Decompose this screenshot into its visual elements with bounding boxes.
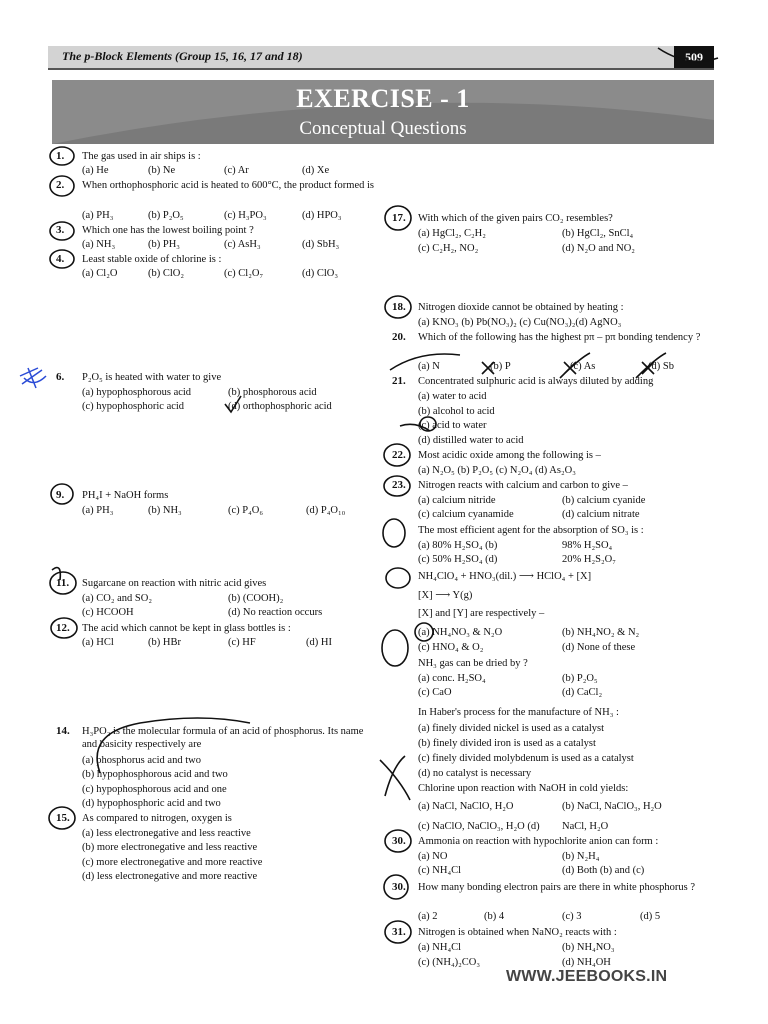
option: (a) NH₄NO₃ & N₂O xyxy=(418,627,503,638)
option: (b) P₂O₅ xyxy=(562,673,598,684)
question-number: 21. xyxy=(392,375,406,387)
option: (c) Cl₂O₇ xyxy=(224,268,264,279)
question-text: Concentrated sulphuric acid is always diluted by adding xyxy=(418,376,654,387)
circle-mark xyxy=(386,568,410,588)
option: (c) more electronegative and more reactive xyxy=(82,857,263,868)
option: (b) P₂O₅ xyxy=(148,210,184,221)
option: 20% H₂S₂O₇ xyxy=(562,554,616,565)
option: (a) water to acid xyxy=(418,391,487,402)
watermark: WWW.JEEBOOKS.IN xyxy=(506,968,668,985)
question-number: 3. xyxy=(56,224,65,236)
option: (a) hypophosphorous acid xyxy=(82,387,192,398)
option: (b) hypophosphorous acid and two xyxy=(82,769,228,780)
option: (c) (NH₄)₂CO₃ xyxy=(418,957,481,968)
question-number: 22. xyxy=(392,449,406,461)
option: (a) N₂O₅ (b) P₂O₅ (c) N₂O₄ (d) As₂O₃ xyxy=(418,465,576,476)
option: (d) N₂O and NO₂ xyxy=(562,243,635,254)
option: (d) Sb xyxy=(648,361,674,372)
blue-scribble xyxy=(20,368,46,388)
question-text: Most acidic oxide among the following is – xyxy=(418,450,601,461)
question-text: With which of the given pairs CO₂ resembles? xyxy=(418,213,613,224)
question-number: 30. xyxy=(392,881,406,893)
option: (a) 80% H₂SO₄ (b) xyxy=(418,540,498,551)
option: (b) ClO₂ xyxy=(148,268,185,279)
question-text: How many bonding electron pairs are there in white phosphorus ? xyxy=(418,882,696,893)
option: (a) CO₂ and SO₂ xyxy=(82,593,153,604)
option: (a) NH₃ xyxy=(82,239,116,250)
question-text: Nitrogen dioxide cannot be obtained by heating : xyxy=(418,302,624,313)
option: (a) HgCl₂, C₂H₂ xyxy=(418,228,486,239)
option: (a) calcium nitride xyxy=(418,495,496,506)
question-text: Least stable oxide of chlorine is : xyxy=(82,254,222,265)
option: (c) hypophosphoric acid xyxy=(82,401,185,412)
question-text: Nitrogen is obtained when NaNO₂ reacts with : xyxy=(418,927,617,938)
option: (b) HBr xyxy=(148,637,181,648)
option: (a) He xyxy=(82,165,109,176)
question-text: H₃PO₂ is the molecular formula of an acid of phosphorus. Its name and basicity respectively are xyxy=(82,726,364,750)
option: (c) 50% H₂SO₄ (d) xyxy=(418,554,498,565)
option: (d) SbH₃ xyxy=(302,239,340,250)
question-number: 20. xyxy=(392,331,406,343)
option: (a) finely divided nickel is used as a catalyst xyxy=(418,723,605,734)
question-number: 17. xyxy=(392,212,406,224)
exercise-title: EXERCISE - 1 xyxy=(296,84,470,113)
question-number: 6. xyxy=(56,371,65,383)
option: (a) PH₃ xyxy=(82,210,114,221)
question-number: 12. xyxy=(56,622,70,634)
option: (c) 3 xyxy=(562,911,582,922)
question-number: 15. xyxy=(56,812,70,824)
option: (c) hypophosphorous acid and one xyxy=(82,784,227,795)
option: (a) PH₃ xyxy=(82,505,114,516)
option: (a) NH₄Cl xyxy=(418,942,462,953)
option: (d) P₄O₁₀ xyxy=(306,505,346,516)
question-number: 4. xyxy=(56,253,65,265)
option: (c) acid to water xyxy=(418,420,487,431)
question-number: 14. xyxy=(56,725,70,737)
question-text: The most efficient agent for the absorption of SO₃ is : xyxy=(418,525,644,536)
option: (b) N₂H₄ xyxy=(562,851,600,862)
question-text: Which of the following has the highest pπ – pπ bonding tendency ? xyxy=(418,332,701,343)
question-text: When orthophosphoric acid is heated to 600°C, the product formed is xyxy=(82,180,375,191)
question-text: [X] and [Y] are respectively – xyxy=(418,608,545,619)
question-text: Nitrogen reacts with calcium and carbon to give – xyxy=(418,480,628,491)
exercise-subtitle: Conceptual Questions xyxy=(299,118,467,139)
option: (c) As xyxy=(570,361,596,372)
option: (b) Ne xyxy=(148,165,176,176)
option: (c) AsH₃ xyxy=(224,239,261,250)
option: (d) Both (b) and (c) xyxy=(562,865,645,876)
question-text: The gas used in air ships is : xyxy=(82,151,201,162)
question-text: PH₄I + NaOH forms xyxy=(82,490,169,501)
option: (d) CaCl₂ xyxy=(562,687,603,698)
chapter-title: The p-Block Elements (Group 15, 16, 17 and 18) xyxy=(62,49,303,63)
option: (b) NH₃ xyxy=(148,505,182,516)
circle-mark xyxy=(382,630,408,666)
option: (c) HNO₄ & O₂ xyxy=(418,642,484,653)
option: (d) HPO₃ xyxy=(302,210,342,221)
page-number: 509 xyxy=(674,46,714,68)
question-text: P₂O₅ is heated with water to give xyxy=(82,372,222,383)
page-header xyxy=(48,46,714,70)
option: (c) HCOOH xyxy=(82,607,134,618)
question-text: NH₄ClO₄ + HNO₃(dil.) ⟶ HClO₄ + [X] xyxy=(418,571,592,582)
option: (c) calcium cyanamide xyxy=(418,509,514,520)
option: (b) NH₄NO₂ & N₂ xyxy=(562,627,640,638)
circle-mark xyxy=(383,519,405,547)
question-text: As compared to nitrogen, oxygen is xyxy=(82,813,232,824)
question-number: 1. xyxy=(56,150,65,162)
option: (b) phosphorous acid xyxy=(228,387,317,398)
option: (d) calcium nitrate xyxy=(562,509,640,520)
option: (b) NaCl, NaClO₃, H₂O xyxy=(562,801,662,812)
question-text: Sugarcane on reaction with nitric acid gives xyxy=(82,578,267,589)
option: (a) Cl₂O xyxy=(82,268,118,279)
option: (d) hypophosphoric acid and two xyxy=(82,798,221,809)
option: NaCl, H₂O xyxy=(562,821,609,832)
option: (d) HI xyxy=(306,637,332,648)
option: (c) NaClO, NaClO₃, H₂O (d) xyxy=(418,821,540,832)
question-text: Ammonia on reaction with hypochlorite anion can form : xyxy=(418,836,659,847)
option: (b) P xyxy=(490,361,511,372)
option: (a) NO xyxy=(418,851,448,862)
option: (d) distilled water to acid xyxy=(418,435,524,446)
question-text: The acid which cannot be kept in glass bottles is : xyxy=(82,623,291,634)
option: (b) NH₄NO₃ xyxy=(562,942,615,953)
option: (d) 5 xyxy=(640,911,661,922)
option: (d) less electronegative and more reactive xyxy=(82,871,258,882)
option: (d) no catalyst is necessary xyxy=(418,768,532,779)
option: (a) N xyxy=(418,361,440,372)
option: (a) phosphorus acid and two xyxy=(82,755,201,766)
option: (b) alcohol to acid xyxy=(418,406,495,417)
option: (a) NaCl, NaClO, H₂O xyxy=(418,801,514,812)
option: (d) Xe xyxy=(302,165,330,176)
option: (c) H₃PO₃ xyxy=(224,210,267,221)
question-number: 11. xyxy=(56,577,70,589)
option: (b) HgCl₂, SnCl₄ xyxy=(562,228,634,239)
option: (b) calcium cyanide xyxy=(562,495,646,506)
option: (d) NH₄OH xyxy=(562,957,611,968)
question-text: Which one has the lowest boiling point ? xyxy=(82,225,254,236)
exercise-banner xyxy=(52,80,714,144)
option: (a) HCl xyxy=(82,637,114,648)
option: (b) (COOH)₂ xyxy=(228,593,284,604)
option: (c) finely divided molybdenum is used as a catalyst xyxy=(418,753,634,764)
question-text: NH₃ gas can be dried by ? xyxy=(418,658,528,669)
option: (a) conc. H₂SO₄ xyxy=(418,673,486,684)
option: (d) orthophosphoric acid xyxy=(228,401,332,412)
question-text: [X] ⟶ Y(g) xyxy=(418,590,473,601)
option: (c) Ar xyxy=(224,165,249,176)
option: (a) less electronegative and less reactive xyxy=(82,828,251,839)
option: (c) HF xyxy=(228,637,256,648)
question-number: 31. xyxy=(392,926,406,938)
question-number: 23. xyxy=(392,479,406,491)
option: (d) ClO₃ xyxy=(302,268,339,279)
question-text: In Haber's process for the manufacture of NH₃ : xyxy=(418,707,619,718)
question-number: 18. xyxy=(392,301,406,313)
question-text: Chlorine upon reaction with NaOH in cold yields: xyxy=(418,783,629,794)
question-number: 9. xyxy=(56,489,65,501)
option: (a) 2 xyxy=(418,911,438,922)
question-number: 30. xyxy=(392,835,406,847)
option: (c) CaO xyxy=(418,687,452,698)
option: (b) 4 xyxy=(484,911,505,922)
option: 98% H₂SO₄ xyxy=(562,540,613,551)
option: (b) finely divided iron is used as a catalyst xyxy=(418,738,596,749)
option: (d) None of these xyxy=(562,642,636,653)
option: (b) more electronegative and less reactive xyxy=(82,842,258,853)
option: (c) P₄O₆ xyxy=(228,505,264,516)
question-number: 2. xyxy=(56,179,65,191)
option: (a) KNO₃ (b) Pb(NO₃)₂ (c) Cu(NO₃)₂(d) AgNO₃ xyxy=(418,317,622,328)
option: (c) NH₄Cl xyxy=(418,865,462,876)
option: (d) No reaction occurs xyxy=(228,607,323,618)
option: (c) C₂H₂, NO₂ xyxy=(418,243,479,254)
option: (b) PH₃ xyxy=(148,239,180,250)
